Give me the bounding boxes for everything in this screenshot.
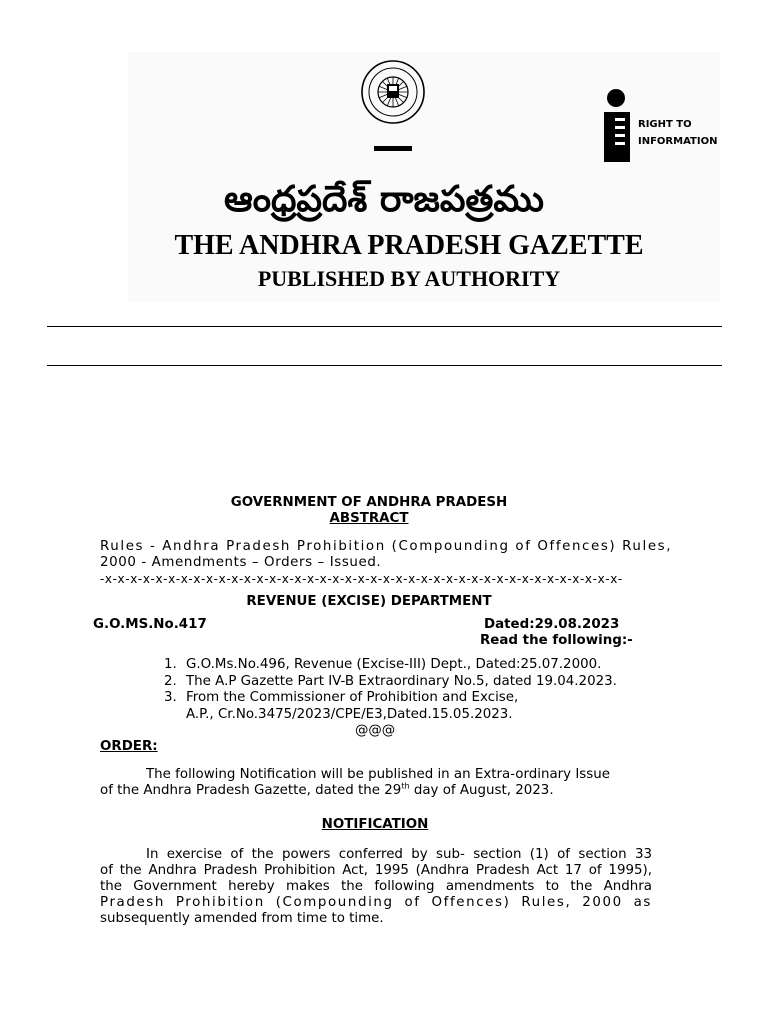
reference-item: [164, 657, 746, 673]
separator-marks: @@@: [355, 723, 396, 738]
rti-label-line1: RIGHT TO: [638, 119, 692, 130]
notification-line-1: In exercise of the powers conferred by sub- section (1) of section 33: [146, 847, 652, 862]
order-paragraph-line-1: The following Notification will be published in an Extra-ordinary Issue: [146, 767, 610, 782]
abstract-heading: ABSTRACT: [329, 511, 409, 526]
ap-state-emblem-icon: [360, 58, 426, 160]
reference-text: The A.P Gazette Part IV-B Extraordinary No.5, dated 19.04.2023.: [186, 674, 617, 689]
notification-line-5: subsequently amended from time to time.: [100, 911, 384, 926]
reference-number: 1.: [164, 657, 177, 672]
department-heading: REVENUE (EXCISE) DEPARTMENT: [246, 594, 492, 609]
order-paragraph-text-end: day of August, 2023.: [409, 783, 554, 798]
order-date: Dated:29.08.2023: [484, 617, 620, 632]
subject-line-1: Rules - Andhra Pradesh Prohibition (Compounding of Offences) Rules,: [100, 539, 673, 554]
government-heading: GOVERNMENT OF ANDHRA PRADESH: [230, 495, 508, 510]
order-paragraph-superscript: th: [401, 781, 410, 791]
header-divider-top: [47, 326, 722, 327]
reference-text-continued: A.P., Cr.No.3475/2023/CPE/E3,Dated.15.05.2023.: [186, 707, 513, 722]
reference-item: [164, 690, 746, 706]
notification-heading: NOTIFICATION: [321, 817, 429, 832]
reference-item: [164, 674, 746, 690]
order-paragraph-text: of the Andhra Pradesh Gazette, dated the 29: [100, 783, 402, 798]
notification-line-2: of the Andhra Pradesh Prohibition Act, 1995 (Andhra Pradesh Act 17 of 1995),: [100, 863, 652, 878]
gazette-title-telugu: ఆంధ్రప్రదేశ్ రాజపత్రము: [224, 179, 544, 220]
header-divider-bottom: [47, 365, 722, 366]
reference-text: From the Commissioner of Prohibition and Excise,: [186, 690, 519, 705]
reference-number: 2.: [164, 674, 177, 689]
order-paragraph-line-2: [100, 783, 660, 799]
notification-line-3: the Government hereby makes the following amendments to the Andhra: [100, 879, 652, 894]
reference-number: 3.: [164, 690, 177, 705]
gazette-title: THE ANDHRA PRADESH GAZETTE: [174, 230, 644, 261]
order-heading: ORDER:: [100, 739, 158, 754]
rti-label-line2: INFORMATION: [638, 136, 718, 147]
notification-line-4: Pradesh Prohibition (Compounding of Offences) Rules, 2000 as: [100, 895, 652, 910]
gazette-subtitle: PUBLISHED BY AUTHORITY: [257, 266, 561, 291]
subject-separator: -x-x-x-x-x-x-x-x-x-x-x-x-x-x-x-x-x-x-x-x-x-x-x-x-x-x-x-x-x-x-x-x-x-x-x-x-x-x-x-x-x-: [100, 572, 623, 586]
read-the-following: Read the following:-: [480, 633, 633, 648]
rti-label: [638, 116, 717, 150]
subject-line-2: 2000 - Amendments – Orders – Issued.: [100, 555, 382, 570]
go-number: G.O.MS.No.417: [93, 617, 207, 632]
reference-text: G.O.Ms.No.496, Revenue (Excise-III) Dept., Dated:25.07.2000.: [186, 657, 602, 672]
